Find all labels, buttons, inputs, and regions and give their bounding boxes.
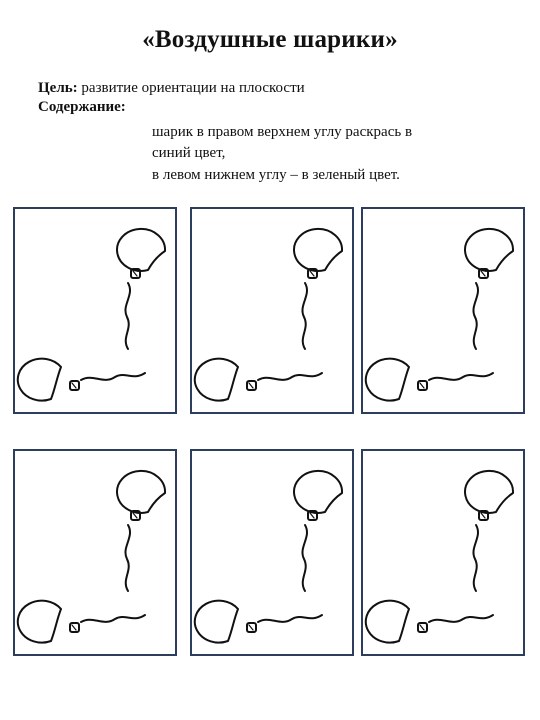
balloon-bottom-left-string [429, 373, 493, 380]
balloon-card-1[interactable] [13, 207, 177, 414]
balloon-bottom-left-string [258, 373, 322, 380]
balloon-bottom-left-knot-mark [249, 625, 253, 630]
balloon-illustration [15, 451, 177, 656]
balloon-card-4[interactable] [13, 449, 177, 656]
balloon-top-right-knot-mark [310, 271, 314, 276]
balloon-illustration [192, 209, 354, 414]
balloon-bottom-left-knot-mark [72, 625, 76, 630]
instruction-line-3: в левом нижнем углу – в зеленый цвет. [152, 167, 400, 183]
balloon-top-right [117, 229, 165, 271]
balloon-top-right-knot-mark [481, 271, 485, 276]
balloon-bottom-left [366, 601, 409, 643]
balloon-bottom-left [18, 359, 61, 401]
balloon-card-6[interactable] [361, 449, 525, 656]
balloon-bottom-left-string [429, 615, 493, 622]
balloon-top-right-knot-mark [310, 513, 314, 518]
balloon-top-right-string [302, 525, 307, 591]
balloon-top-right [465, 229, 513, 271]
goal-label: Цель: [38, 80, 78, 96]
balloon-top-right [465, 471, 513, 513]
balloon-card-5[interactable] [190, 449, 354, 656]
balloon-top-right-string [473, 283, 478, 349]
balloon-bottom-left [195, 359, 238, 401]
balloon-top-right-knot-mark [133, 513, 137, 518]
goal-line [38, 80, 305, 97]
balloon-top-right-string [473, 525, 478, 591]
balloon-top-right [117, 471, 165, 513]
balloon-bottom-left-knot-mark [420, 625, 424, 630]
balloon-top-right-knot-mark [133, 271, 137, 276]
balloon-illustration [15, 209, 177, 414]
balloon-bottom-left [195, 601, 238, 643]
worksheet-title: «Воздушные шарики» [142, 26, 398, 53]
balloon-card-3[interactable] [361, 207, 525, 414]
balloon-bottom-left-string [81, 615, 145, 622]
balloon-illustration [363, 451, 525, 656]
balloon-top-right-knot-mark [481, 513, 485, 518]
balloon-bottom-left-knot-mark [72, 383, 76, 388]
instruction-line-1: шарик в правом верхнем углу раскрась в [152, 124, 413, 140]
balloon-bottom-left-knot-mark [420, 383, 424, 388]
balloon-bottom-left [18, 601, 61, 643]
balloon-bottom-left [366, 359, 409, 401]
content-label: Содержание: [38, 99, 126, 115]
balloon-top-right-string [125, 525, 130, 591]
balloon-top-right-string [302, 283, 307, 349]
instruction-line-2: синий цвет, [152, 145, 226, 161]
balloon-illustration [192, 451, 354, 656]
balloon-card-2[interactable] [190, 207, 354, 414]
balloon-illustration [363, 209, 525, 414]
balloon-bottom-left-knot-mark [249, 383, 253, 388]
balloon-bottom-left-string [258, 615, 322, 622]
balloon-top-right [294, 229, 342, 271]
balloon-bottom-left-string [81, 373, 145, 380]
balloon-top-right [294, 471, 342, 513]
goal-text: развитие ориентации на плоскости [77, 80, 305, 96]
balloon-top-right-string [125, 283, 130, 349]
